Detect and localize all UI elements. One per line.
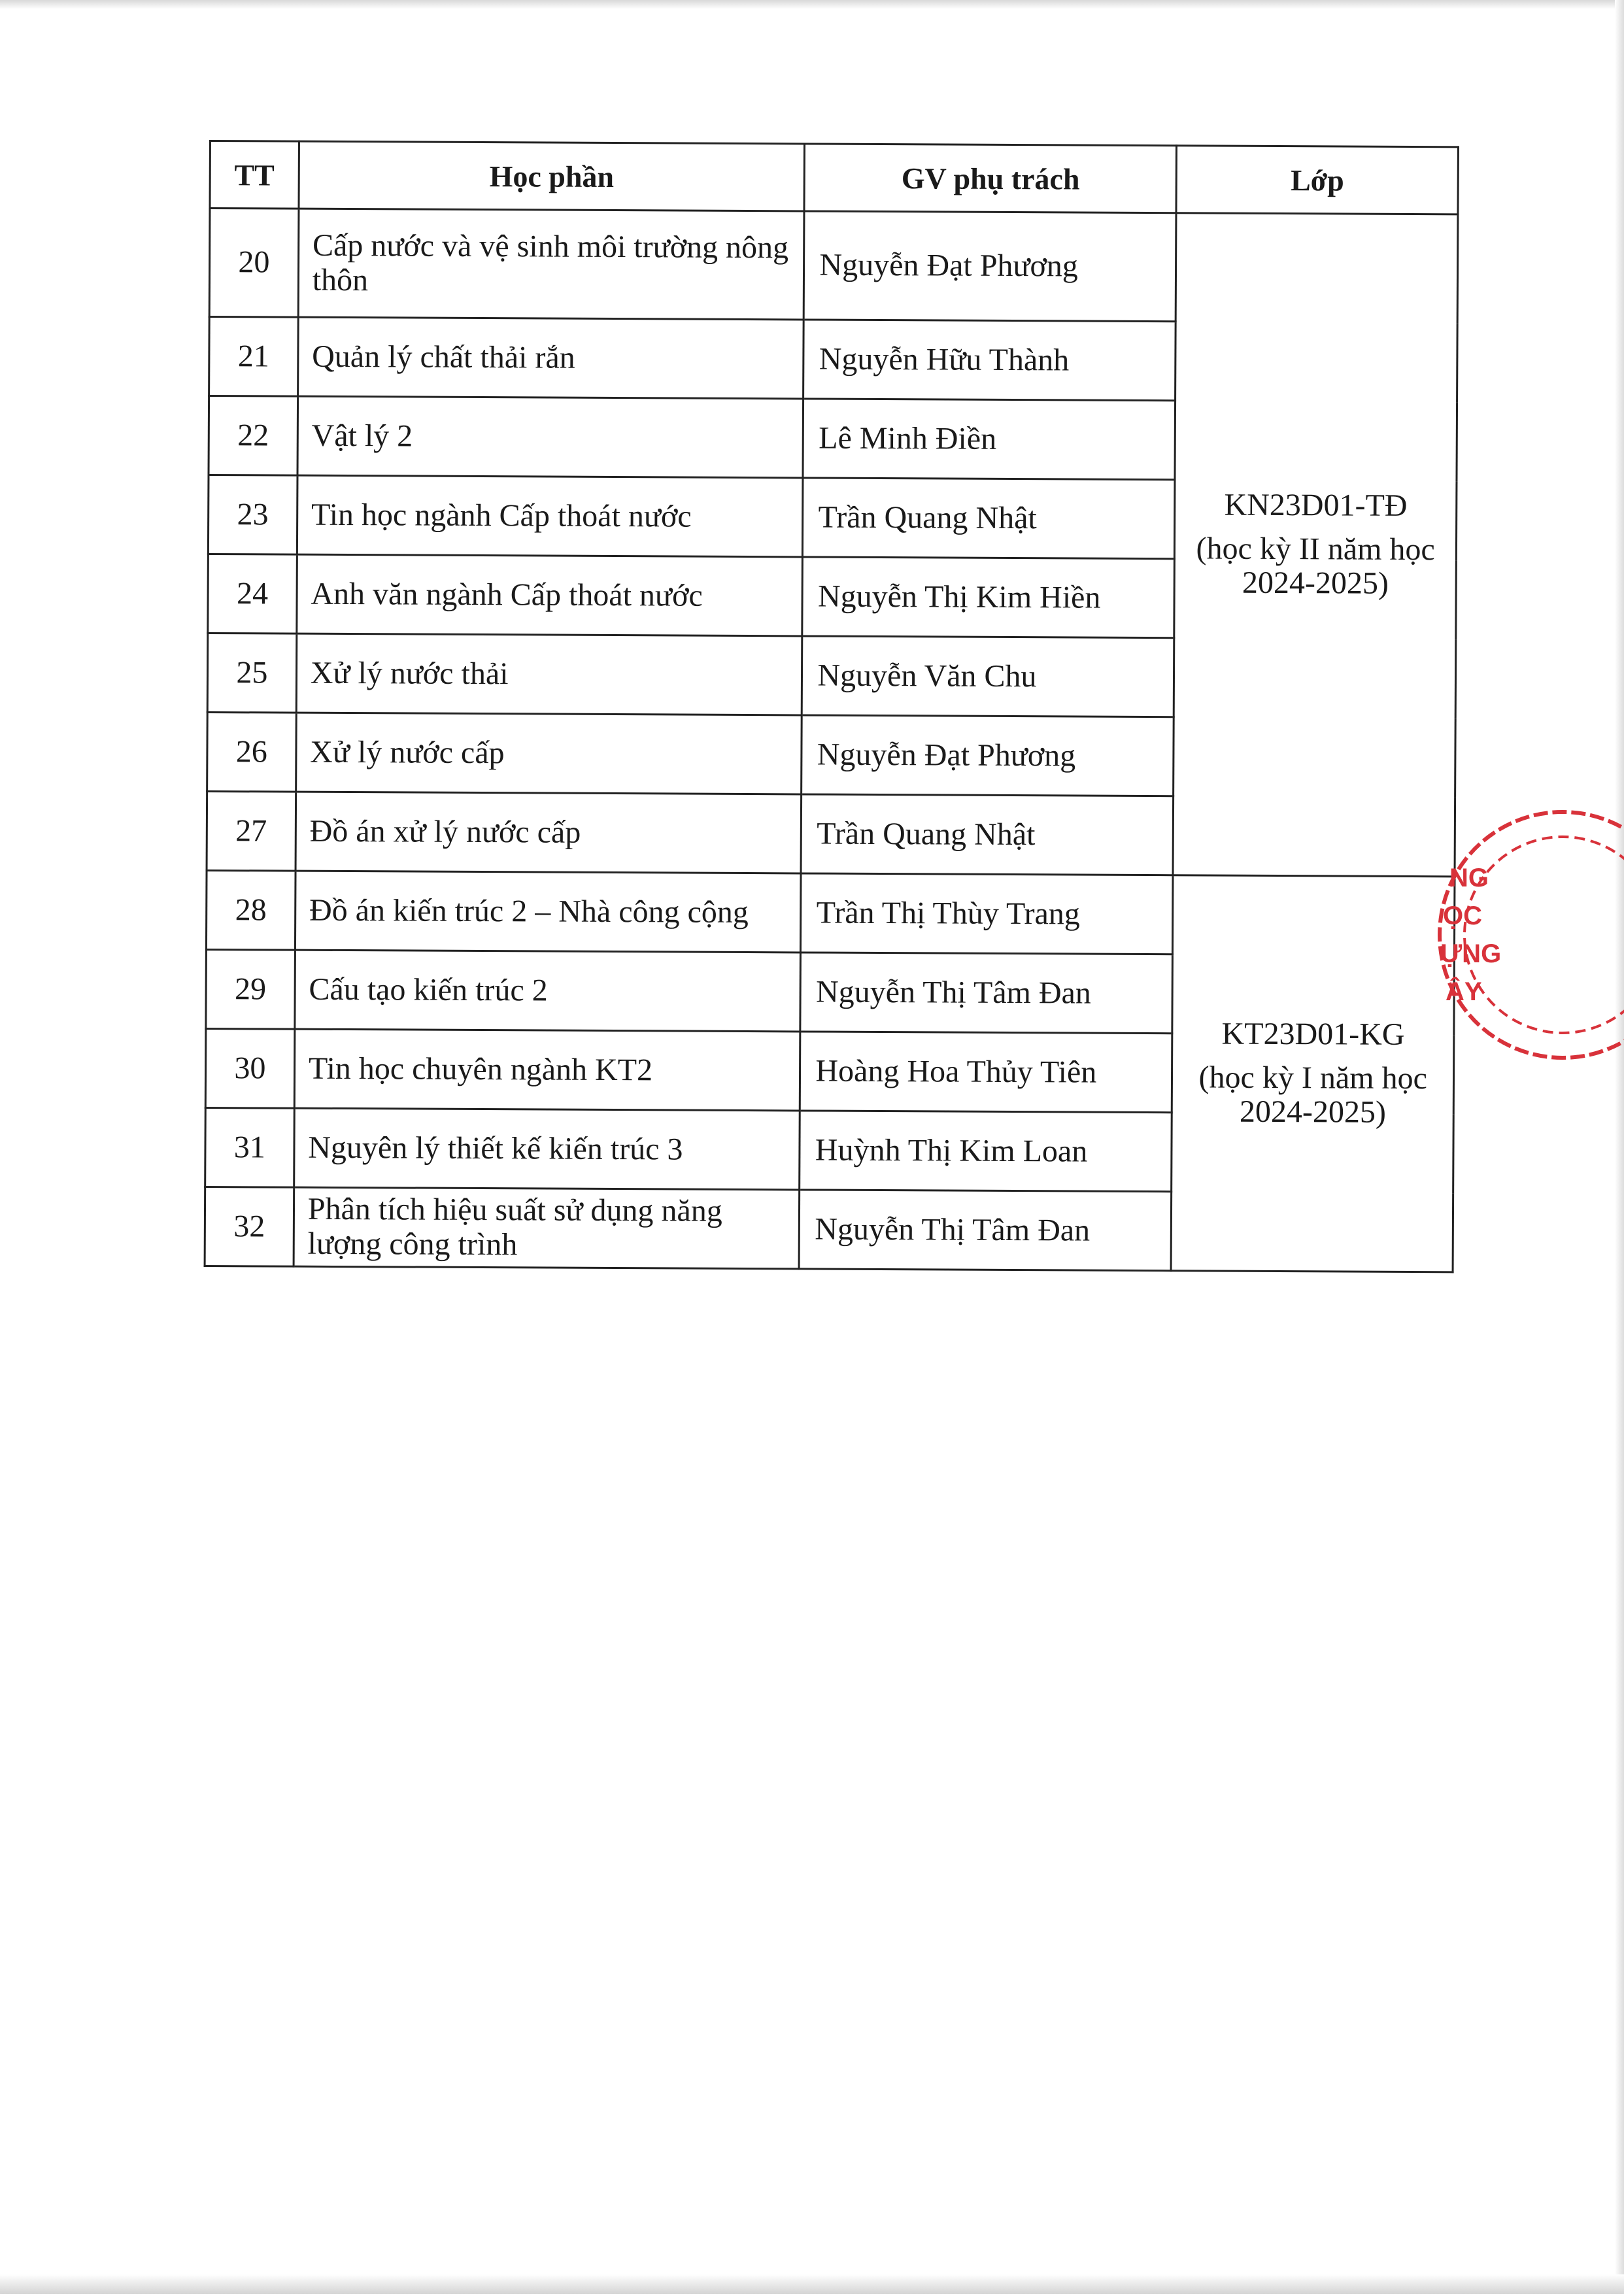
lop-code: KT23D01-KG [1221,1016,1405,1052]
lop-cell-kn23d01 [1174,213,1458,877]
red-seal-stamp [1429,798,1624,1072]
row-hoc-phan: Cấp nước và vệ sinh môi trường nông thôn [298,209,804,320]
scan-edge-bottom [0,2274,1624,2294]
row-hoc-phan: Cấu tạo kiến trúc 2 [295,950,801,1032]
row-gv: Nguyễn Đạt Phương [802,715,1174,796]
header-lop: Lớp [1176,146,1458,214]
row-tt: 29 [206,949,295,1029]
seal-text-line: NG [1449,864,1489,892]
row-hoc-phan: Phân tích hiệu suất sử dụng năng lượng công trình [294,1187,800,1269]
row-tt: 20 [209,209,299,318]
row-hoc-phan: Xử lý nước cấp [296,713,802,794]
header-hoc-phan: Học phần [299,141,805,211]
scan-edge-right [1615,0,1624,2294]
row-hoc-phan: Đồ án xử lý nước cấp [296,792,802,873]
row-tt: 27 [207,791,296,871]
row-hoc-phan: Quản lý chất thải rắn [297,317,804,399]
seal-text-line: ỰNG [1440,939,1502,968]
row-gv: Trần Quang Nhật [801,794,1174,875]
row-hoc-phan: Vật lý 2 [297,396,804,478]
header-gv: GV phụ trách [804,144,1177,213]
row-hoc-phan: Anh văn ngành Cấp thoát nước [297,554,803,636]
table-header-row [210,141,1458,214]
course-assignment-table [204,140,1459,1273]
row-tt: 21 [209,317,298,397]
seal-text-line: ÂY [1446,977,1482,1006]
row-hoc-phan: Tin học chuyên ngành KT2 [294,1029,800,1111]
row-tt: 25 [207,633,296,713]
row-gv: Nguyễn Thị Tâm Đan [799,1190,1172,1271]
scan-edge-top [0,0,1624,9]
row-gv: Hoàng Hoa Thủy Tiên [800,1032,1173,1113]
row-tt: 32 [205,1187,294,1266]
row-gv: Nguyễn Thị Tâm Đan [800,953,1173,1034]
row-tt: 24 [208,554,297,633]
row-hoc-phan: Xử lý nước thải [296,633,802,715]
lop-code: KN23D01-TĐ [1224,487,1408,523]
row-tt: 22 [209,396,297,476]
row-gv: Nguyễn Văn Chu [802,636,1175,717]
header-tt: TT [210,141,299,209]
row-gv: Nguyễn Hữu Thành [804,320,1176,401]
row-gv: Lê Minh Điền [803,399,1176,480]
lop-cell-kt23d01 [1172,875,1455,1272]
row-tt: 26 [207,712,296,792]
row-gv: Huỳnh Thị Kim Loan [800,1111,1172,1192]
lop-note: (học kỳ I năm học 2024-2025) [1198,1060,1427,1130]
row-tt: 23 [208,475,297,555]
row-hoc-phan: Nguyên lý thiết kế kiến trúc 3 [294,1108,800,1190]
row-tt: 30 [205,1028,294,1108]
lop-note: (học kỳ II năm học 2024-2025) [1196,530,1435,601]
row-hoc-phan: Đồ án kiến trúc 2 – Nhà công cộng [295,871,801,953]
row-gv: Trần Quang Nhật [803,478,1176,559]
row-tt: 28 [206,870,295,950]
row-gv: Nguyễn Thị Kim Hiền [802,557,1175,638]
seal-text-line: ỌC [1443,902,1482,930]
table-row [206,870,1455,955]
row-hoc-phan: Tin học ngành Cấp thoát nước [297,475,803,557]
seal-icon [1429,798,1624,1072]
row-gv: Nguyễn Đạt Phương [804,211,1177,322]
table-row [209,209,1458,323]
row-tt: 31 [205,1107,294,1187]
row-gv: Trần Thị Thùy Trang [801,873,1174,954]
